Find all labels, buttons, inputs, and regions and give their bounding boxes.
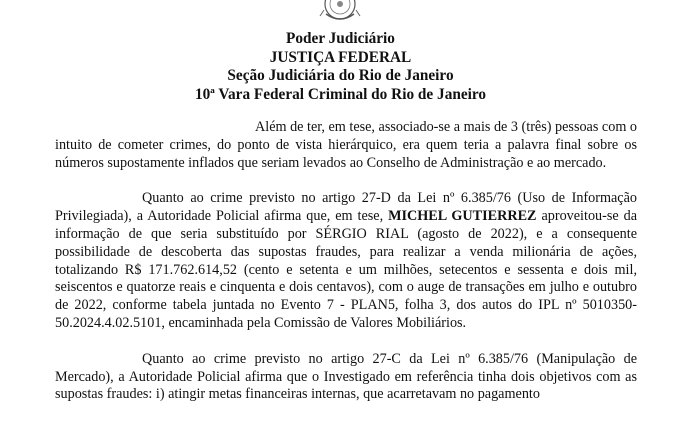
- document-header: [0, 30, 681, 104]
- paragraph-2: [55, 190, 637, 332]
- paragraph-1-text: Além de ter, em tese, associado-se a mais de 3 (três) pessoas com o intuito de cometer crimes, do ponto de vista hierárquico, era quem teria a palavra final sobre os números supostamente inflados que seriam levados ao Conselho de Administração e ao mercado.: [55, 119, 637, 171]
- document-body: [55, 119, 637, 422]
- header-line-2: JUSTIÇA FEDERAL: [269, 48, 412, 66]
- paragraph-2-text-b: aproveitou-se da informação de que seria substituído por SÉRGIO RIAL (agosto de 2022), e a consequente possibilidade de descoberta das supostas fraudes, para realizar a venda milionária de ações, totalizando R$ 171.762.614,52 (cento e setenta e um milhões, setecentos e sessenta e dois mil, seiscentos e quatorze reais e cinquenta e dois centavos), com o auge de transações em julho e outubro de 2022, conforme tabela juntada no Evento 7 - PLAN5, folha 3, dos autos do IPL nº 5010350-50.2024.4.02.5101, encaminhada pela Comissão de Valores Mobiliários.: [55, 208, 638, 331]
- coat-of-arms-icon: [318, 0, 362, 22]
- header-line-3: Seção Judiciária do Rio de Janeiro: [227, 67, 454, 84]
- paragraph-3: [55, 351, 637, 404]
- paragraph-2-text-a: Quanto ao crime previsto no artigo 27-D da Lei nº 6.385/76 (Uso de Informação Privilegiada), a Autoridade Policial afirma que, em tese,: [55, 190, 637, 225]
- investigated-name: MICHEL GUTIERREZ: [388, 208, 537, 225]
- header-line-1: Poder Judiciário: [286, 30, 395, 47]
- header-line-4: 10ª Vara Federal Criminal do Rio de Janeiro: [194, 85, 487, 103]
- paragraph-1: [55, 119, 637, 172]
- paragraph-3-text: Quanto ao crime previsto no artigo 27-C da Lei nº 6.385/76 (Manipulação de Mercado), a Autoridade Policial afirma que o Investigado em referência tinha dois objetivos com as supostas fraudes: i) atingir metas financeiras internas, que acarretavam no pagamento: [55, 350, 637, 403]
